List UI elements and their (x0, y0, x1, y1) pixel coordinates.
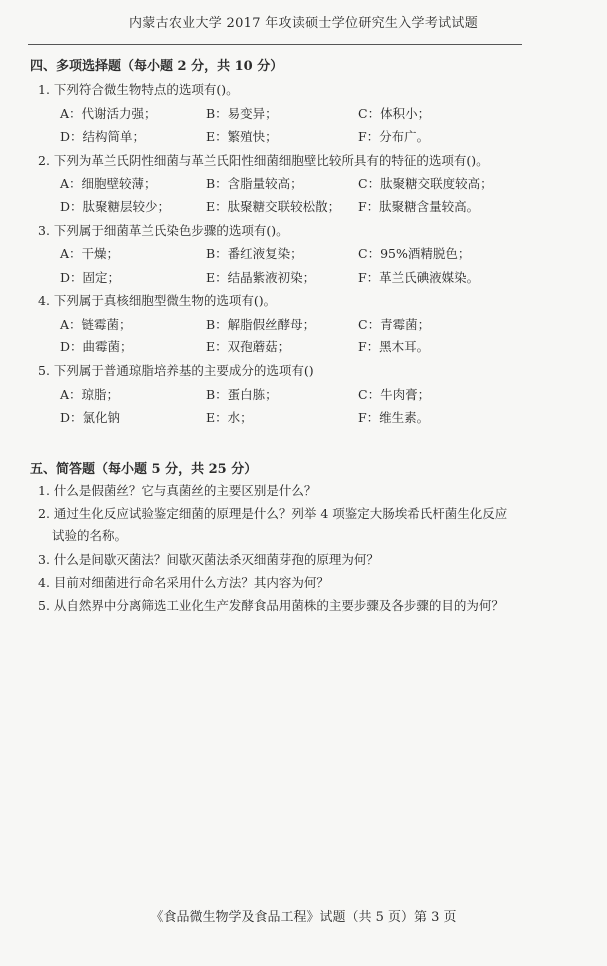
mc-question-1-options-row-2 (60, 127, 530, 145)
short-answer-1: 1. 什么是假菌丝？它与真菌丝的主要区别是什么？ (38, 483, 317, 498)
header-divider (28, 44, 522, 45)
short-answer-2-continuation: 试验的名称。 (52, 528, 128, 543)
option-e: E：双孢蘑菇； (206, 339, 291, 354)
option-c: C：肽聚糖交联度较高； (358, 176, 493, 191)
mc-question-2-options-row-2 (60, 197, 530, 215)
option-a: A：琼脂； (60, 387, 120, 402)
mc-question-2: 2. 下列为革兰氏阴性细菌与革兰氏阳性细菌细胞壁比较所具有的特征的选项有()。 (38, 153, 489, 168)
short-answer-4: 4. 目前对细菌进行命名采用什么方法？其内容为何？ (38, 575, 329, 590)
mc-question-4-options-row-2 (60, 337, 530, 355)
option-f: F：黑木耳。 (358, 339, 430, 354)
option-b: B：蛋白胨； (206, 387, 278, 402)
short-answer-5: 5. 从自然界中分离筛选工业化生产发酵食品用菌株的主要步骤及各步骤的目的为何？ (38, 598, 504, 613)
mc-question-1: 1. 下列符合微生物特点的选项有()。 (38, 82, 239, 97)
option-d: D：肽聚糖层较少； (60, 199, 171, 214)
option-f: F：分布广。 (358, 129, 430, 144)
option-d: D：曲霉菌； (60, 339, 133, 354)
short-answer-2: 2. 通过生化反应试验鉴定细菌的原理是什么？列举 4 项鉴定大肠埃希氏杆菌生化反应 (38, 506, 508, 521)
option-c: C：牛肉膏； (358, 387, 431, 402)
mc-question-1-options-row-1 (60, 104, 530, 122)
section-4-title: 四、多项选择题（每小题 2 分，共 10 分） (30, 59, 284, 74)
mc-question-3: 3. 下列属于细菌革兰氏染色步骤的选项有()。 (38, 223, 289, 238)
mc-question-3-options-row-1 (60, 244, 530, 262)
option-e: E：肽聚糖交联较松散； (206, 199, 341, 214)
mc-question-2-options-row-1 (60, 174, 530, 192)
option-a: A：细胞壁较薄； (60, 176, 157, 191)
option-d: D：固定； (60, 270, 121, 285)
option-c: C：体积小； (358, 106, 431, 121)
mc-question-5: 5. 下列属于普通琼脂培养基的主要成分的选项有() (38, 363, 314, 378)
mc-question-5-options-row-2 (60, 408, 530, 426)
option-b: B：解脂假丝酵母； (206, 317, 316, 332)
mc-question-5-options-row-1 (60, 385, 530, 403)
option-f: F：肽聚糖含量较高。 (358, 199, 480, 214)
option-c: C：青霉菌； (358, 317, 431, 332)
option-a: A：代谢活力强； (60, 106, 157, 121)
option-f: F：维生素。 (358, 410, 430, 425)
option-c: C：95%酒精脱色； (358, 246, 471, 261)
option-e: E：结晶紫液初染； (206, 270, 316, 285)
short-answer-3: 3. 什么是间歇灭菌法？间歇灭菌法杀灭细菌芽孢的原理为何？ (38, 552, 379, 567)
option-d: D：结构简单； (60, 129, 146, 144)
mc-question-4-options-row-1 (60, 315, 530, 333)
mc-question-3-options-row-2 (60, 268, 530, 286)
option-e: E：水； (206, 410, 253, 425)
page-header: 内蒙古农业大学 2017 年攻读硕士学位研究生入学考试试题 (128, 16, 479, 31)
page-footer: 《食品微生物学及食品工程》试题（共 5 页）第 3 页 (150, 910, 457, 925)
section-5-title: 五、简答题（每小题 5 分，共 25 分） (30, 462, 258, 477)
option-b: B：含脂量较高； (206, 176, 303, 191)
mc-question-4: 4. 下列属于真核细胞型微生物的选项有()。 (38, 293, 277, 308)
option-f: F：革兰氏碘液媒染。 (358, 270, 480, 285)
option-b: B：番红液复染； (206, 246, 303, 261)
option-e: E：繁殖快； (206, 129, 278, 144)
option-a: A：干燥； (60, 246, 120, 261)
option-b: B：易变异； (206, 106, 278, 121)
option-a: A：链霉菌； (60, 317, 132, 332)
option-d: D：氯化钠 (60, 410, 121, 425)
